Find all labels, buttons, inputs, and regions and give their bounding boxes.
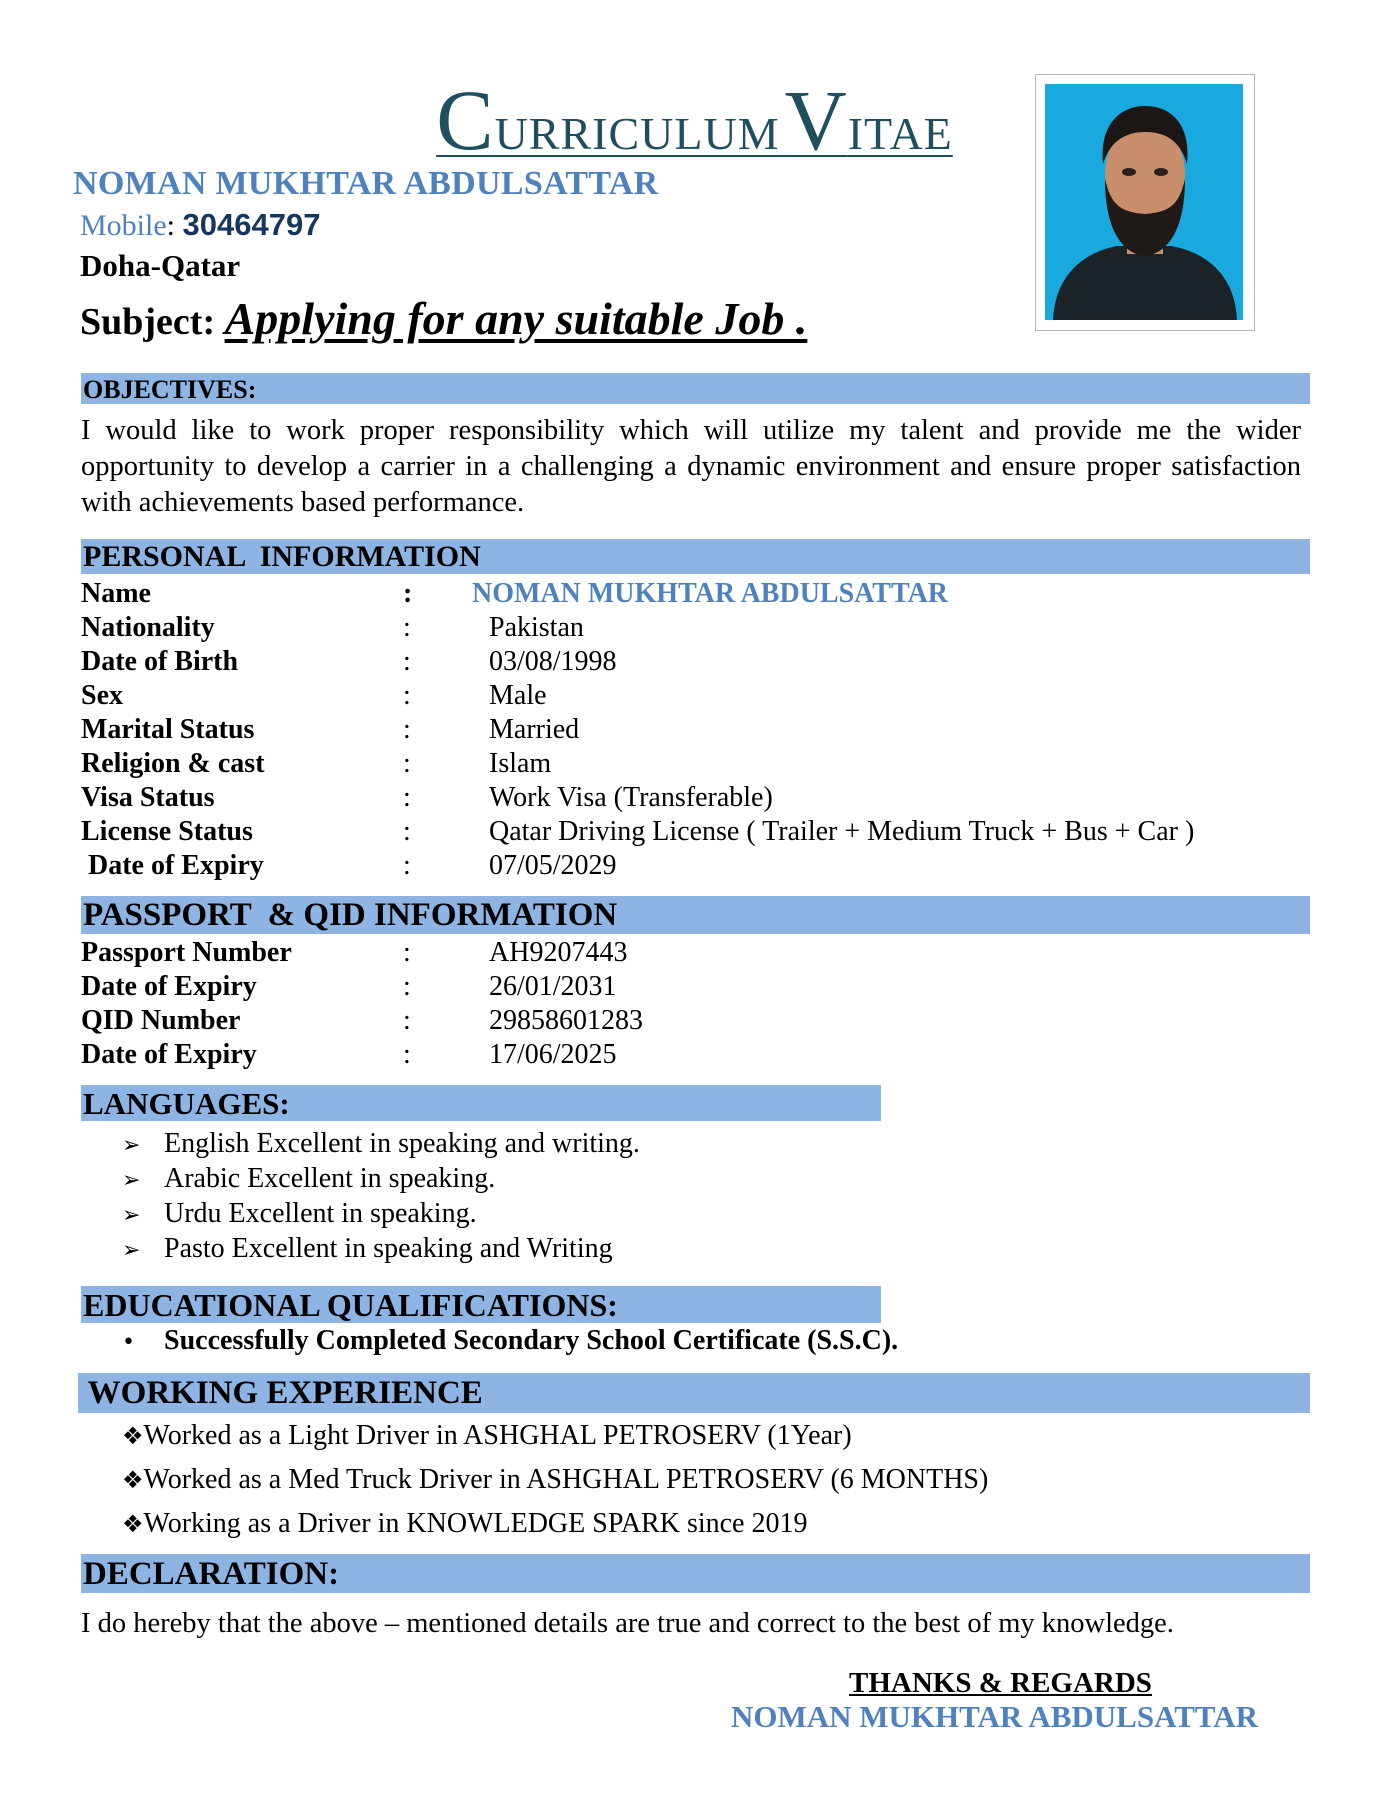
signature-name: NOMAN MUKHTAR ABDULSATTAR <box>731 1699 1259 1734</box>
passport-info-value: 26/01/2031 <box>489 971 617 1002</box>
bullet-icon: ➢ <box>122 1168 141 1193</box>
personal-info-separator: : <box>403 612 411 643</box>
city: Doha-Qatar <box>80 248 241 283</box>
passport-info-row <box>81 1005 1321 1039</box>
personal-info-separator: : <box>403 646 411 677</box>
personal-info-value: NOMAN MUKHTAR ABDULSATTAR <box>472 578 949 609</box>
personal-info-value: Islam <box>489 748 552 779</box>
personal-info-separator: : <box>403 782 411 813</box>
language-item-text: Urdu Excellent in speaking. <box>164 1198 477 1229</box>
passport-info-label: QID Number <box>81 1005 241 1036</box>
personal-info-label: Sex <box>81 680 123 711</box>
personal-info-row <box>81 816 1321 850</box>
personal-info-separator: : <box>403 850 411 881</box>
experience-item <box>122 1420 852 1452</box>
passport-info-separator: : <box>403 971 411 1002</box>
passport-info-separator: : <box>403 937 411 968</box>
language-item <box>122 1128 640 1160</box>
section-bar-personal <box>81 539 1310 574</box>
passport-info-row <box>81 937 1321 971</box>
section-heading-objectives: OBJECTIVES: <box>83 375 257 404</box>
personal-info-value: Work Visa (Transferable) <box>489 782 773 813</box>
personal-info-row <box>81 714 1321 748</box>
passport-info-label: Date of Expiry <box>81 971 257 1002</box>
mobile-label: Mobile <box>80 209 167 242</box>
bullet-icon: ❖ <box>122 1510 144 1538</box>
personal-info-row <box>81 612 1321 646</box>
personal-info-label: Visa Status <box>81 782 215 813</box>
declaration-text: I do hereby that the above – mentioned details are true and correct to the best of my knowledge. <box>81 1608 1174 1639</box>
section-bar-objectives <box>81 373 1310 404</box>
personal-info-row <box>81 782 1321 816</box>
experience-item <box>122 1508 807 1540</box>
subject-line <box>80 292 807 345</box>
section-bar-passport <box>81 896 1310 934</box>
personal-info-label: License Status <box>81 816 253 847</box>
profile-photo-frame <box>1035 74 1255 331</box>
passport-info-label: Passport Number <box>81 937 292 968</box>
bullet-icon: ❖ <box>122 1422 144 1450</box>
section-heading-personal: PERSONAL INFORMATION <box>83 540 481 573</box>
personal-info-label: Religion & cast <box>81 748 265 779</box>
language-item <box>122 1163 495 1195</box>
personal-info-separator: : <box>403 816 411 847</box>
experience-item-text: Worked as a Light Driver in ASHGHAL PETROSERV (1Year) <box>143 1420 852 1451</box>
subject-label: Subject: <box>80 301 216 343</box>
subject-value: Applying for any suitable Job . <box>224 293 808 344</box>
experience-item <box>122 1464 988 1496</box>
section-heading-education: EDUCATIONAL QUALIFICATIONS: <box>83 1287 618 1323</box>
mobile-number: 30464797 <box>182 207 321 242</box>
language-item-text: Arabic Excellent in speaking. <box>164 1163 496 1194</box>
personal-info-value: Male <box>489 680 547 711</box>
passport-info-separator: : <box>403 1005 411 1036</box>
section-bar-education <box>81 1286 881 1323</box>
personal-info-value: 03/08/1998 <box>489 646 617 677</box>
applicant-name: NOMAN MUKHTAR ABDULSATTAR <box>73 165 659 202</box>
education-item <box>122 1325 898 1357</box>
bullet-icon: ➢ <box>122 1238 141 1263</box>
passport-info-value: AH9207443 <box>489 937 628 968</box>
personal-info-separator: : <box>403 714 411 745</box>
bullet-icon: ➢ <box>122 1203 141 1228</box>
bullet-icon: ➢ <box>122 1133 141 1158</box>
section-bar-experience <box>78 1373 1310 1413</box>
experience-item-text: Worked as a Med Truck Driver in ASHGHAL PETROSERV (6 MONTHS) <box>143 1464 989 1495</box>
section-heading-languages: LANGUAGES: <box>83 1086 290 1121</box>
personal-info-value: Pakistan <box>489 612 584 643</box>
section-bar-languages <box>81 1085 881 1121</box>
education-item-text: Successfully Completed Secondary School Certificate (S.S.C). <box>164 1325 899 1356</box>
thanks-regards: THANKS & REGARDS <box>849 1667 1152 1699</box>
person-silhouette-icon <box>1045 84 1243 320</box>
language-item-text: Pasto Excellent in speaking and Writing <box>164 1233 613 1264</box>
section-heading-passport: PASSPORT & QID INFORMATION <box>83 897 618 933</box>
section-bar-declaration <box>81 1554 1310 1593</box>
personal-info-value: Qatar Driving License ( Trailer + Medium Truck + Bus + Car ) <box>489 816 1195 847</box>
personal-info-label: Marital Status <box>81 714 255 745</box>
personal-info-separator: : <box>403 578 413 609</box>
passport-info-row <box>81 971 1321 1005</box>
passport-info-label: Date of Expiry <box>81 1039 257 1070</box>
personal-info-row <box>81 748 1321 782</box>
personal-info-label: Date of Birth <box>81 646 239 677</box>
objectives-text: I would like to work proper responsibility which will utilize my talent and provide me the wider opportunity to develop a carrier in a challenging a dynamic environment and ensure proper satisfaction with achievements based performance. <box>81 415 1301 518</box>
experience-item-text: Working as a Driver in KNOWLEDGE SPARK since 2019 <box>143 1508 808 1539</box>
personal-info-value: Married <box>489 714 580 745</box>
profile-photo <box>1045 84 1243 320</box>
language-item <box>122 1198 477 1230</box>
personal-info-row <box>81 646 1321 680</box>
passport-info-row <box>81 1039 1321 1073</box>
personal-info-separator: : <box>403 748 411 779</box>
passport-info-value: 29858601283 <box>489 1005 643 1036</box>
personal-info-label: Date of Expiry <box>81 850 264 881</box>
document-title: CURRICULUM VITAE <box>436 72 953 168</box>
personal-info-label: Nationality <box>81 612 215 643</box>
section-heading-declaration: DECLARATION: <box>83 1556 340 1592</box>
mobile-line: Mobile: 30464797 <box>80 207 321 242</box>
personal-info-row <box>81 850 1321 884</box>
section-heading-experience: WORKING EXPERIENCE <box>80 1375 483 1411</box>
personal-info-row <box>81 578 1321 612</box>
personal-info-label: Name <box>81 578 151 609</box>
passport-info-value: 17/06/2025 <box>489 1039 617 1070</box>
language-item-text: English Excellent in speaking and writing. <box>164 1128 640 1159</box>
personal-info-separator: : <box>403 680 411 711</box>
bullet-icon: ❖ <box>122 1466 144 1494</box>
personal-info-value: 07/05/2029 <box>489 850 617 881</box>
personal-info-row <box>81 680 1321 714</box>
language-item <box>122 1233 613 1265</box>
bullet-icon: • <box>122 1330 135 1355</box>
passport-info-separator: : <box>403 1039 411 1070</box>
